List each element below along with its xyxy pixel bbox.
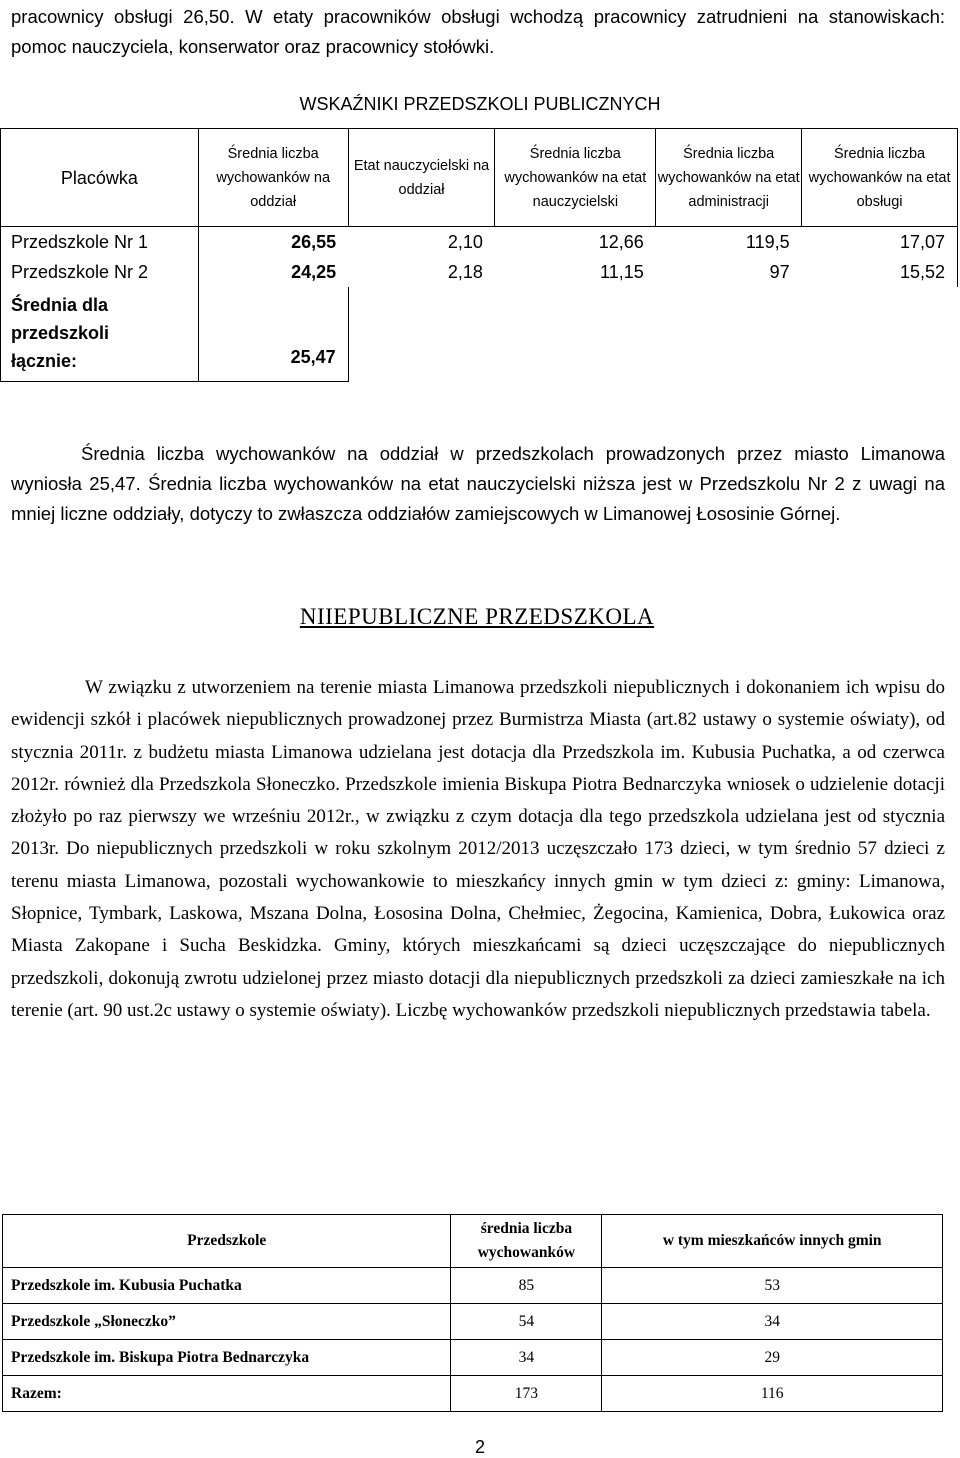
- empty-cell: [656, 287, 802, 382]
- table-cell: 116: [602, 1376, 943, 1412]
- table-row-total: [3, 1376, 943, 1412]
- empty-cell: [802, 287, 958, 382]
- page-number: 2: [474, 1437, 485, 1457]
- total-value: 25,47: [198, 287, 348, 382]
- summary-paragraph: [11, 439, 945, 529]
- header-cell: Etat nauczycielski na oddział: [348, 129, 495, 227]
- row-label: Przedszkole Nr 1: [1, 227, 199, 258]
- table-cell: 97: [769, 261, 790, 282]
- private-preschools-table: [2, 1214, 943, 1412]
- header-cell: Średnia liczba wychowanków na etat administracji: [656, 129, 802, 227]
- total-label: [1, 287, 199, 382]
- table-cell: 173: [451, 1376, 602, 1412]
- table-cell: 12,66: [598, 231, 644, 252]
- table-cell: 2,18: [447, 261, 483, 282]
- total-label-line: przedszkoli: [11, 323, 110, 343]
- table-row: [3, 1304, 943, 1340]
- header-cell: średnia liczba wychowanków: [451, 1215, 602, 1268]
- body-paragraph: [11, 672, 945, 1027]
- total-label-line: Średnia dla: [11, 295, 109, 315]
- header-cell: Placówka: [1, 129, 199, 227]
- header-cell: w tym mieszkańców innych gmin: [602, 1215, 943, 1268]
- table-row: [3, 1268, 943, 1304]
- table-cell: 11,15: [600, 261, 644, 282]
- table-cell: 17,07: [802, 227, 958, 258]
- table-cell: 85: [451, 1268, 602, 1304]
- row-label: Przedszkole im. Biskupa Piotra Bednarczyka: [3, 1340, 451, 1376]
- table-row: [1, 257, 958, 287]
- row-label: Przedszkole Nr 2: [1, 257, 199, 287]
- row-label: Razem:: [3, 1376, 451, 1412]
- intro-paragraph: pracownicy obsługi 26,50. W etaty pracowników obsługi wchodzą pracownicy zatrudnieni na stanowiskach: pomoc nauczyciela, konserwator oraz pracownicy stołówki.: [11, 6, 945, 57]
- table-row: [1, 227, 958, 258]
- total-label-line: łącznie:: [11, 351, 78, 371]
- table-cell: 53: [602, 1268, 943, 1304]
- header-cell: Średnia liczba wychowanków na etat nauczycielski: [495, 129, 656, 227]
- table-cell: 29: [602, 1340, 943, 1376]
- empty-cell: [495, 287, 656, 382]
- table-cell: 54: [451, 1304, 602, 1340]
- public-preschools-table: [0, 128, 958, 382]
- table-cell: 34: [451, 1340, 602, 1376]
- table-row: [3, 1340, 943, 1376]
- table-header-row: [3, 1215, 943, 1268]
- table-row-total: [1, 287, 958, 382]
- table-header-row: [1, 129, 958, 227]
- table-cell: 24,25: [198, 257, 348, 287]
- public-table-title: WSKAŹNIKI PRZEDSZKOLI PUBLICZNYCH: [299, 94, 661, 114]
- row-label: Przedszkole „Słoneczko”: [3, 1304, 451, 1340]
- row-label: Przedszkole im. Kubusia Puchatka: [3, 1268, 451, 1304]
- table-cell: 119,5: [745, 231, 790, 252]
- summary-text: Średnia liczba wychowanków na oddział w przedszkolach prowadzonych przez miasto Limanowa wyniosła 25,47. Średnia liczba wychowanków na etat nauczycielski niższa jest w Przedszkolu Nr 2 z uwagi na mniej liczne oddziały, dotyczy to zwłaszcza oddziałów zamiejscowych w Limanowej Łososinie Górnej.: [11, 443, 945, 524]
- table-cell: 26,55: [198, 227, 348, 258]
- body-text: W związku z utworzeniem na terenie miasta Limanowa przedszkoli niepublicznych i dokonaniem ich wpisu do ewidencji szkół i placówek niepublicznych prowadzonej przez Burmistrza Miasta (art.82 ustawy o systemie oświaty), od stycznia 2011r. z budżetu miasta Limanowa udzielana jest dotacja dla Przedszkola im. Kubusia Puchatka, a od czerwca 2012r. również dla Przedszkola Słoneczko. Przedszkole imienia Biskupa Piotra Bednarczyka wniosek o udzielenie dotacji złożyło po raz pierwszy we wrześniu 2012r., w związku z czym dotacja dla tego przedszkola udzielana jest od stycznia 2013r. Do niepublicznych przedszkoli w roku szkolnym 2012/2013 uczęszczało 173 dzieci, w tym średnio 57 dzieci z terenu miasta Limanowa, pozostali wychowankowie to mieszkańcy innych gmin w tym dzieci z: gminy: Limanowa, Słopnice, Tymbark, Laskowa, Mszana Dolna, Łososina Dolna, Chełmiec, Żegocina, Kamienica, Dobra, Łukowica oraz Miasta Zakopane i Sucha Beskidzka. Gminy, których mieszkańcami są dzieci uczęszczające do niepublicznych przedszkoli, dokonują zwrotu udzielonej przez miasto dotacji dla niepublicznych przedszkoli za dzieci zamieszkałe na ich terenie (art. 90 ust.2c ustawy o systemie oświaty). Liczbę wychowanków przedszkoli niepublicznych przedstawia tabela.: [11, 677, 945, 1021]
- section-heading: NIIEPUBLICZNE PRZEDSZKOLA: [299, 604, 655, 629]
- header-cell: Średnia liczba wychowanków na oddział: [198, 129, 348, 227]
- empty-cell: [348, 287, 495, 382]
- header-cell: Przedszkole: [3, 1215, 451, 1268]
- table-cell: 34: [602, 1304, 943, 1340]
- header-cell: Średnia liczba wychowanków na etat obsługi: [802, 129, 958, 227]
- table-cell: 2,10: [447, 231, 483, 252]
- table-cell: 15,52: [802, 257, 958, 287]
